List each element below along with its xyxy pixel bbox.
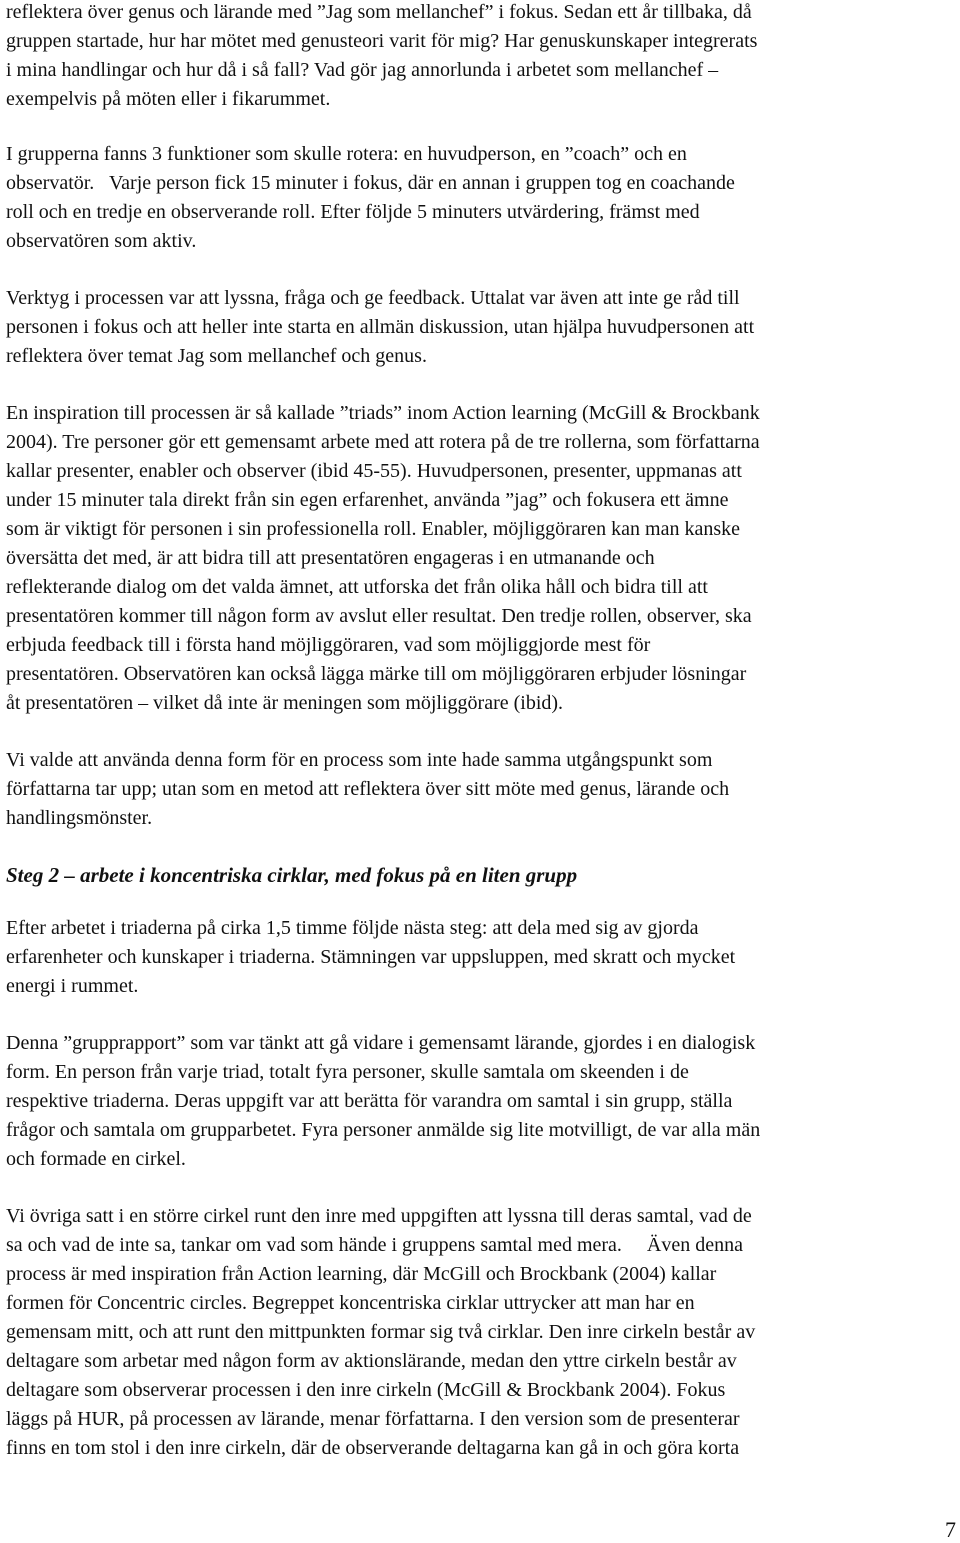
paragraph-after-triads	[6, 914, 956, 1001]
text-line: Vi övriga satt i en större cirkel runt den inre med uppgiften att lyssna till deras samtal, vad de	[6, 1205, 752, 1227]
text-line: energi i rummet.	[6, 975, 139, 997]
text-line: formen för Concentric circles. Begreppet koncentriska cirklar uttrycker att man har en	[6, 1292, 695, 1314]
paragraph-intro	[6, 0, 956, 114]
text-line: översätta det med, är att bidra till att presentatören engageras i en utmanande och	[6, 547, 655, 569]
text-line: I grupperna fanns 3 funktioner som skulle rotera: en huvudperson, en ”coach” och en	[6, 143, 687, 165]
text-line: reflektera över temat Jag som mellanchef och genus.	[6, 345, 427, 367]
text-line: åt presentatören – vilket då inte är meningen som möjliggörare (ibid).	[6, 692, 564, 714]
text-line: handlingsmönster.	[6, 807, 153, 829]
text-line: reflektera över genus och lärande med ”Jag som mellanchef” i fokus. Sedan ett år tillbaka, då	[6, 1, 752, 23]
document-page	[6, 0, 956, 1491]
text-line: under 15 minuter tala direkt från sin egen erfarenhet, använda ”jag” och fokusera ett ämne	[6, 489, 729, 511]
text-line: gruppen startade, hur har mötet med genusteori varit för mig? Har genuskunskaper integrerats	[6, 30, 758, 52]
text-line: roll och en tredje en observerande roll. Efter följde 5 minuters utvärdering, främst med	[6, 201, 700, 223]
text-line: erfarenheter och kunskaper i triaderna. Stämningen var uppsluppen, med skratt och mycket	[6, 946, 736, 968]
text-line: som är viktigt för personen i sin professionella roll. Enabler, möjliggöraren kan man kanske	[6, 518, 741, 540]
text-line: finns en tom stol i den inre cirkeln, där de observerande deltagarna kan gå in och göra korta	[6, 1437, 740, 1459]
text-line: process är med inspiration från Action learning, där McGill och Brockbank (2004) kallar	[6, 1263, 717, 1285]
text-line: presentatören. Observatören kan också lägga märke till om möjliggöraren erbjuder lösningar	[6, 663, 747, 685]
text-line: 2004). Tre personer gör ett gemensamt arbete med att rotera på de tre rollerna, som författarna	[6, 431, 760, 453]
paragraph-functions	[6, 140, 956, 256]
text-line: Vi valde att använda denna form för en process som inte hade samma utgångspunkt som	[6, 749, 713, 771]
text-line: respektive triaderna. Deras uppgift var att berätta för varandra om samtal i sin grupp, ställa	[6, 1090, 733, 1112]
text-line: deltagare som observerar processen i den inre cirkeln (McGill & Brockbank 2004). Fokus	[6, 1379, 726, 1401]
paragraph-circles	[6, 1202, 956, 1463]
page-number: 7	[945, 1517, 956, 1542]
text-line: Verktyg i processen var att lyssna, fråga och ge feedback. Uttalat var även att inte ge råd till	[6, 287, 740, 309]
text-line: personen i fokus och att heller inte starta en allmän diskussion, utan hjälpa huvudpersonen att	[6, 316, 755, 338]
text-line: En inspiration till processen är så kallade ”triads” inom Action learning (McGill & Brockbank	[6, 402, 760, 424]
text-line: reflekterande dialog om det valda ämnet, att utforska det från olika håll och bidra till att	[6, 576, 708, 598]
text-line: sa och vad de inte sa, tankar om vad som hände i gruppens samtal med mera. Även denna	[6, 1234, 744, 1256]
section-heading-step-2: Steg 2 – arbete i koncentriska cirklar, med fokus på en liten grupp	[6, 863, 578, 887]
text-line: erbjuda feedback till i första hand möjliggöraren, vad som möjliggjorde mest för	[6, 634, 651, 656]
text-line: frågor och samtala om grupparbetet. Fyra personer anmälde sig lite motvilligt, de var alla män	[6, 1119, 761, 1141]
text-line: och formade en cirkel.	[6, 1148, 186, 1170]
text-line: gemensam mitt, och att runt den mittpunkten formar sig två cirklar. Den inre cirkeln består av	[6, 1321, 756, 1343]
text-line: Denna ”grupprapport” som var tänkt att gå vidare i gemensamt lärande, gjordes i en dialogisk	[6, 1032, 756, 1054]
text-line: presentatören kommer till någon form av avslut eller resultat. Den tredje rollen, observer, ska	[6, 605, 752, 627]
paragraph-tools	[6, 284, 956, 371]
paragraph-triads	[6, 399, 956, 718]
text-line: observatören som aktiv.	[6, 230, 197, 252]
text-line: läggs på HUR, på processen av lärande, menar författarna. I den version som de presenterar	[6, 1408, 740, 1430]
text-line: form. En person från varje triad, totalt fyra personer, skulle samtala om skeenden i de	[6, 1061, 689, 1083]
text-line: i mina handlingar och hur då i så fall? Vad gör jag annorlunda i arbetet som mellanchef –	[6, 59, 719, 81]
text-line: författarna tar upp; utan som en metod att reflektera över sitt möte med genus, lärande och	[6, 778, 730, 800]
text-line: kallar presenter, enabler och observer (ibid 45-55). Huvudpersonen, presenter, uppmanas att	[6, 460, 742, 482]
text-line: Efter arbetet i triaderna på cirka 1,5 timme följde nästa steg: att dela med sig av gjorda	[6, 917, 699, 939]
text-line: exempelvis på möten eller i fikarummet.	[6, 88, 331, 110]
text-line: deltagare som arbetar med någon form av aktionslärande, medan den yttre cirkeln består av	[6, 1350, 737, 1372]
text-line: observatör. Varje person fick 15 minuter i fokus, där en annan i gruppen tog en coachande	[6, 172, 735, 194]
paragraph-group-report	[6, 1029, 956, 1174]
paragraph-choice	[6, 746, 956, 833]
